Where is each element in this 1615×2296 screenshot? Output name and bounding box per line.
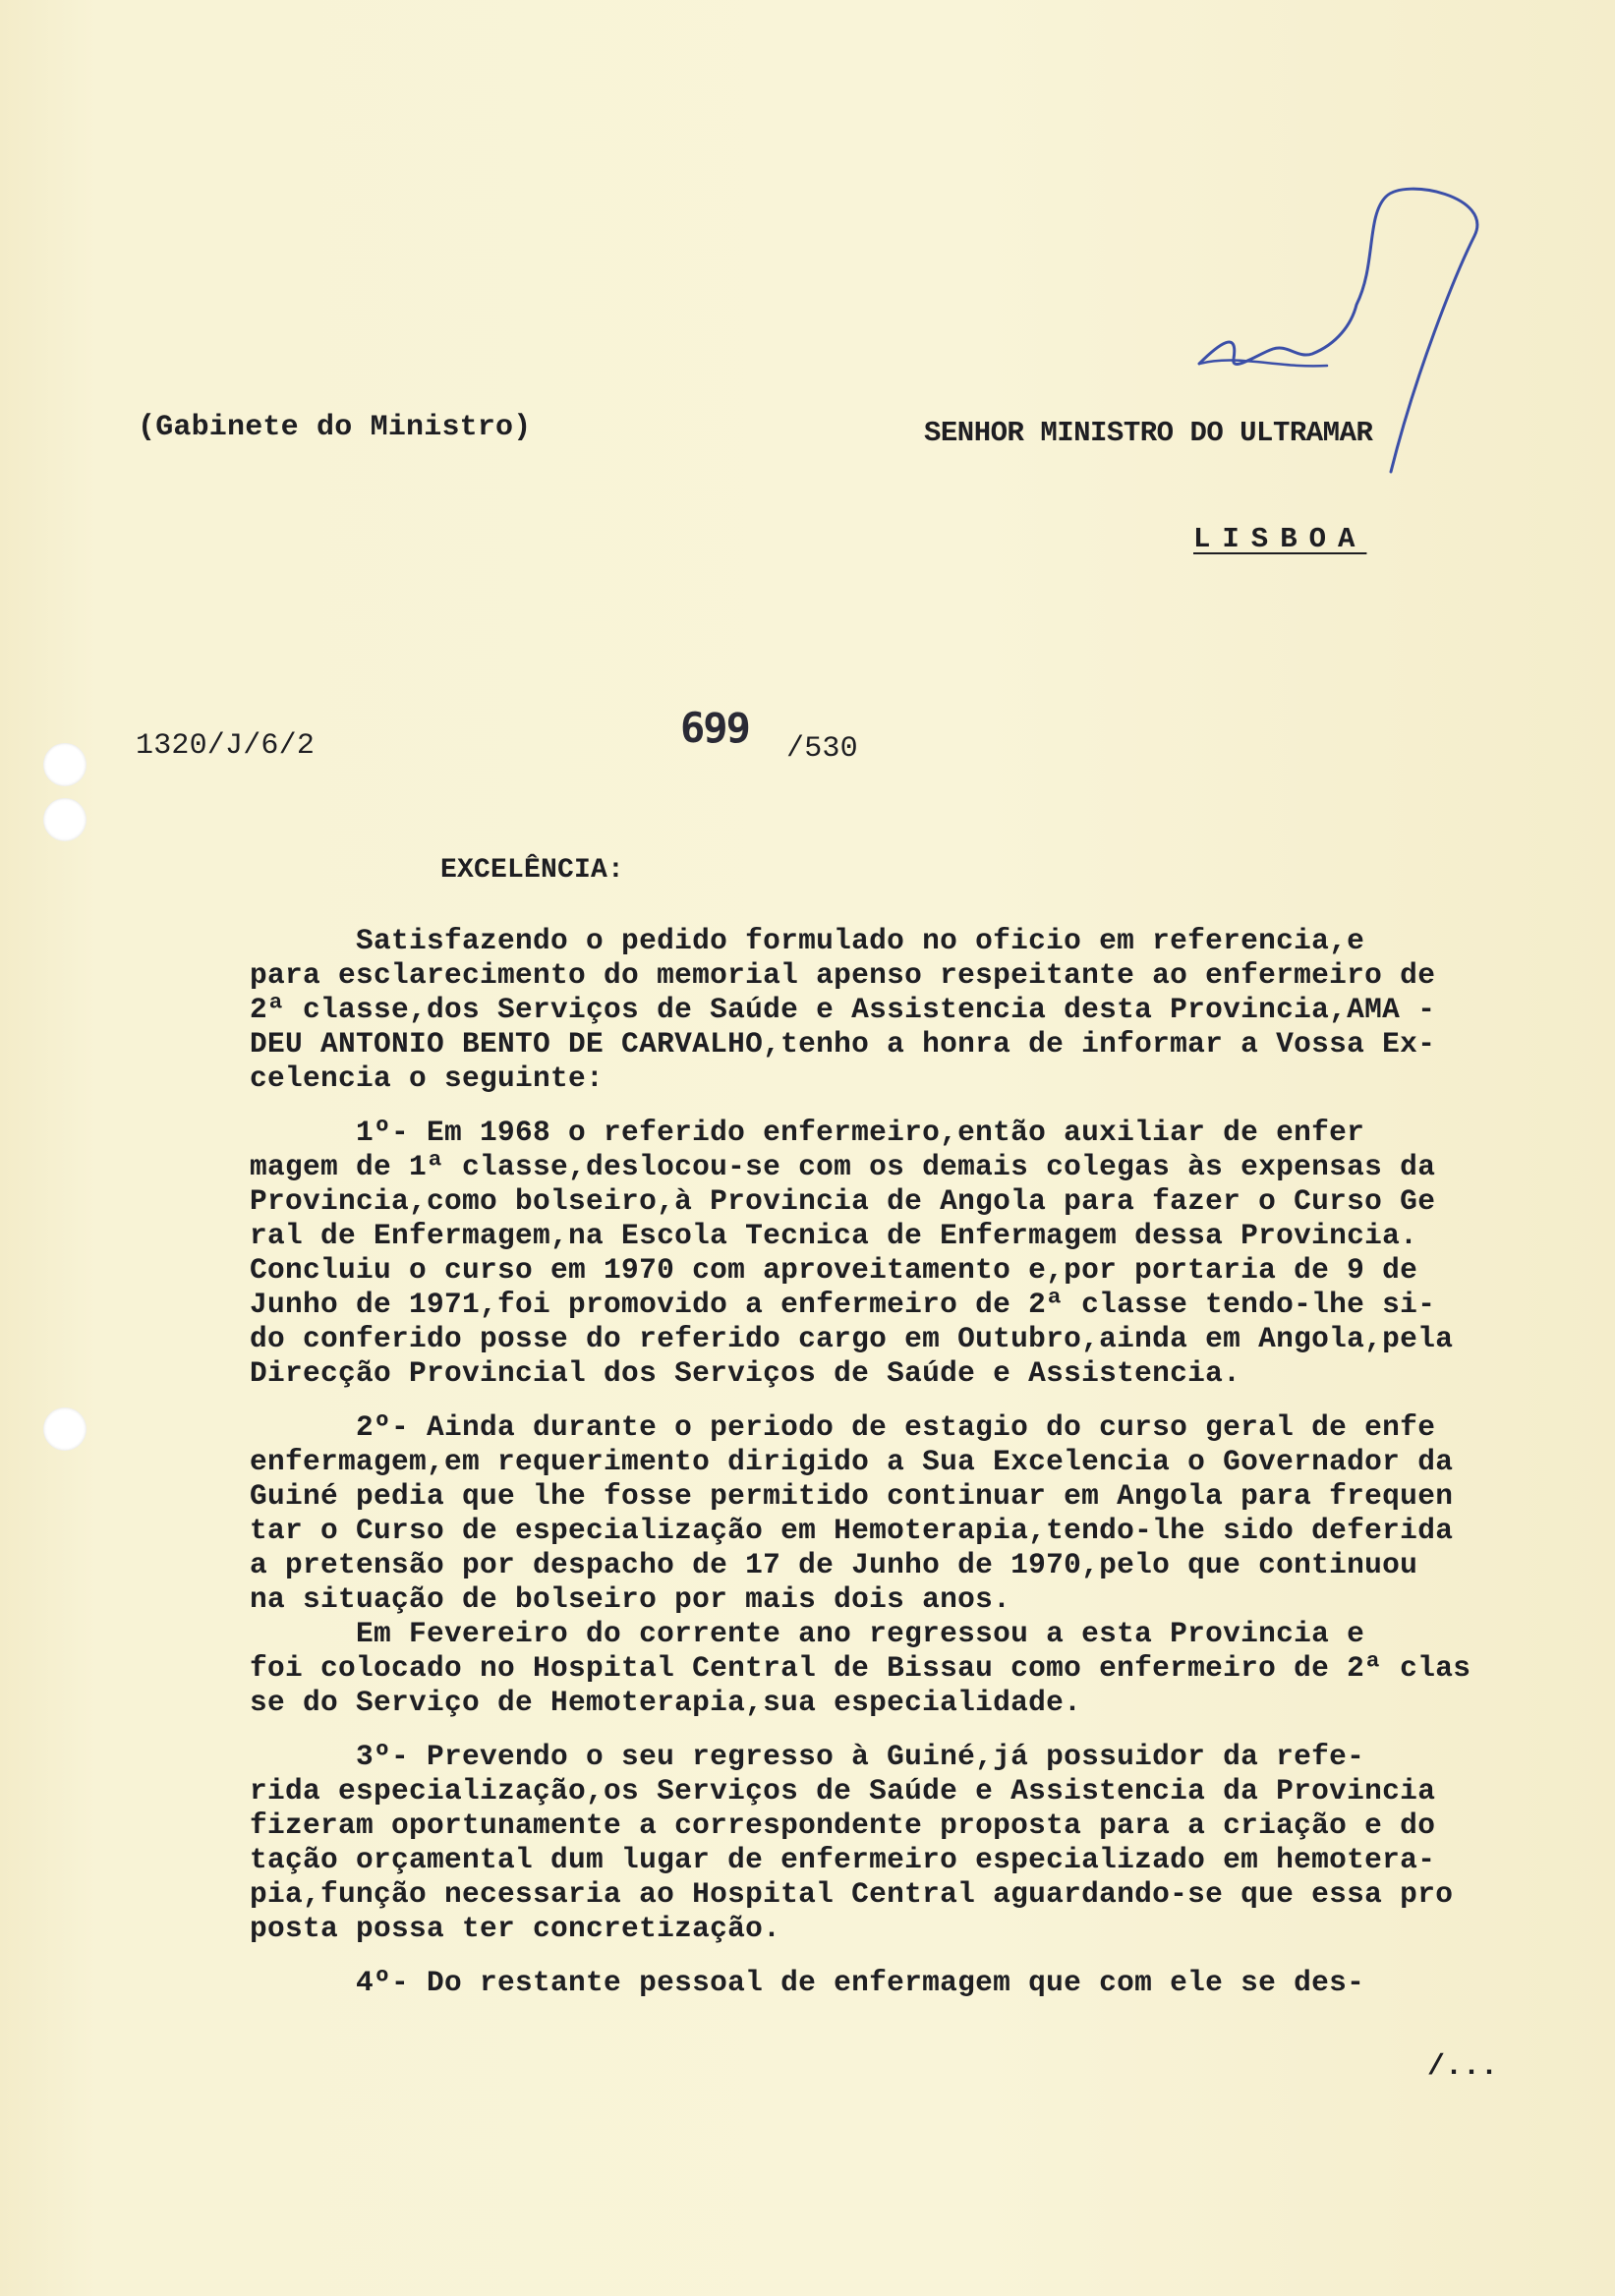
text-line: Satisfazendo o pedido formulado no oficio em referencia,e [250,924,1365,957]
text-line: DEU ANTONIO BENTO DE CARVALHO,tenho a honra de informar a Vossa Ex- [250,1027,1436,1061]
number-stamp: 699 [680,704,749,752]
text-line: celencia o seguinte: [250,1062,605,1095]
text-line: 3º- Prevendo o seu regresso à Guiné,já possuidor da refe- [250,1740,1365,1773]
text-line: foi colocado no Hospital Central de Bissau como enfermeiro de 2ª clas [250,1651,1471,1685]
number-suffix: /530 [786,732,858,766]
paragraph-2 [250,1410,1606,1720]
text-line: Guiné pedia que lhe fosse permitido continuar em Angola para frequen [250,1479,1454,1513]
city: LISBOA [1193,523,1367,555]
letter-body [250,924,1606,2000]
text-line: 2º- Ainda durante o periodo de estagio do curso geral de enfe [250,1410,1436,1444]
text-line: Direcção Provincial dos Serviços de Saúde e Assistencia. [250,1356,1241,1390]
text-line: para esclarecimento do memorial apenso respeitante ao enfermeiro de [250,958,1436,992]
text-line: Provincia,como bolseiro,à Provincia de Angola para fazer o Curso Ge [250,1184,1436,1218]
punch-hole [43,798,87,841]
paragraph-3 [250,1740,1606,1946]
text-line: a pretensão por despacho de 17 de Junho de 1970,pelo que continuou [250,1548,1418,1581]
text-line: rida especialização,os Serviços de Saúde e Assistencia da Provincia [250,1774,1436,1808]
text-line: do conferido posse do referido cargo em Outubro,ainda em Angola,pela [250,1322,1454,1355]
text-line: Junho de 1971,foi promovido a enfermeiro de 2ª classe tendo-lhe si- [250,1288,1436,1321]
text-line: tação orçamental dum lugar de enfermeiro especializado em hemotera- [250,1843,1436,1876]
text-line: pia,função necessaria ao Hospital Central aguardando-se que essa pro [250,1877,1454,1911]
text-line: 4º- Do restante pessoal de enfermagem que com ele se des- [250,1966,1365,1999]
text-line: Em Fevereiro do corrente ano regressou a esta Provincia e [250,1617,1365,1650]
continuation-mark: /... [1427,2050,1499,2084]
paragraph-4 [250,1966,1606,2000]
text-line: 2ª classe,dos Serviços de Saúde e Assistencia desta Provincia,AMA - [250,993,1436,1026]
addressee: SENHOR MINISTRO DO ULTRAMAR [924,417,1373,449]
text-line: posta possa ter concretização. [250,1912,781,1945]
punch-hole [43,743,87,786]
reference-number: 1320/J/6/2 [136,729,316,763]
paragraph-intro [250,924,1606,1096]
salutation: EXCELÊNCIA: [440,855,625,886]
text-line: tar o Curso de especialização em Hemoterapia,tendo-lhe sido deferida [250,1514,1454,1547]
text-line: fizeram oportunamente a correspondente proposta para a criação e do [250,1808,1436,1842]
text-line: ral de Enfermagem,na Escola Tecnica de Enfermagem dessa Provincia. [250,1219,1418,1252]
cabinet-label: (Gabinete do Ministro) [138,411,532,444]
text-line: se do Serviço de Hemoterapia,sua especialidade. [250,1686,1082,1719]
text-line: 1º- Em 1968 o referido enfermeiro,então auxiliar de enfer [250,1116,1365,1149]
text-line: na situação de bolseiro por mais dois anos. [250,1582,1011,1616]
text-line: Concluiu o curso em 1970 com aproveitamento e,por portaria de 9 de [250,1253,1418,1287]
punch-hole [43,1407,87,1451]
text-line: enfermagem,em requerimento dirigido a Sua Excelencia o Governador da [250,1445,1454,1478]
paragraph-1 [250,1116,1606,1391]
text-line: magem de 1ª classe,deslocou-se com os demais colegas às expensas da [250,1150,1436,1183]
